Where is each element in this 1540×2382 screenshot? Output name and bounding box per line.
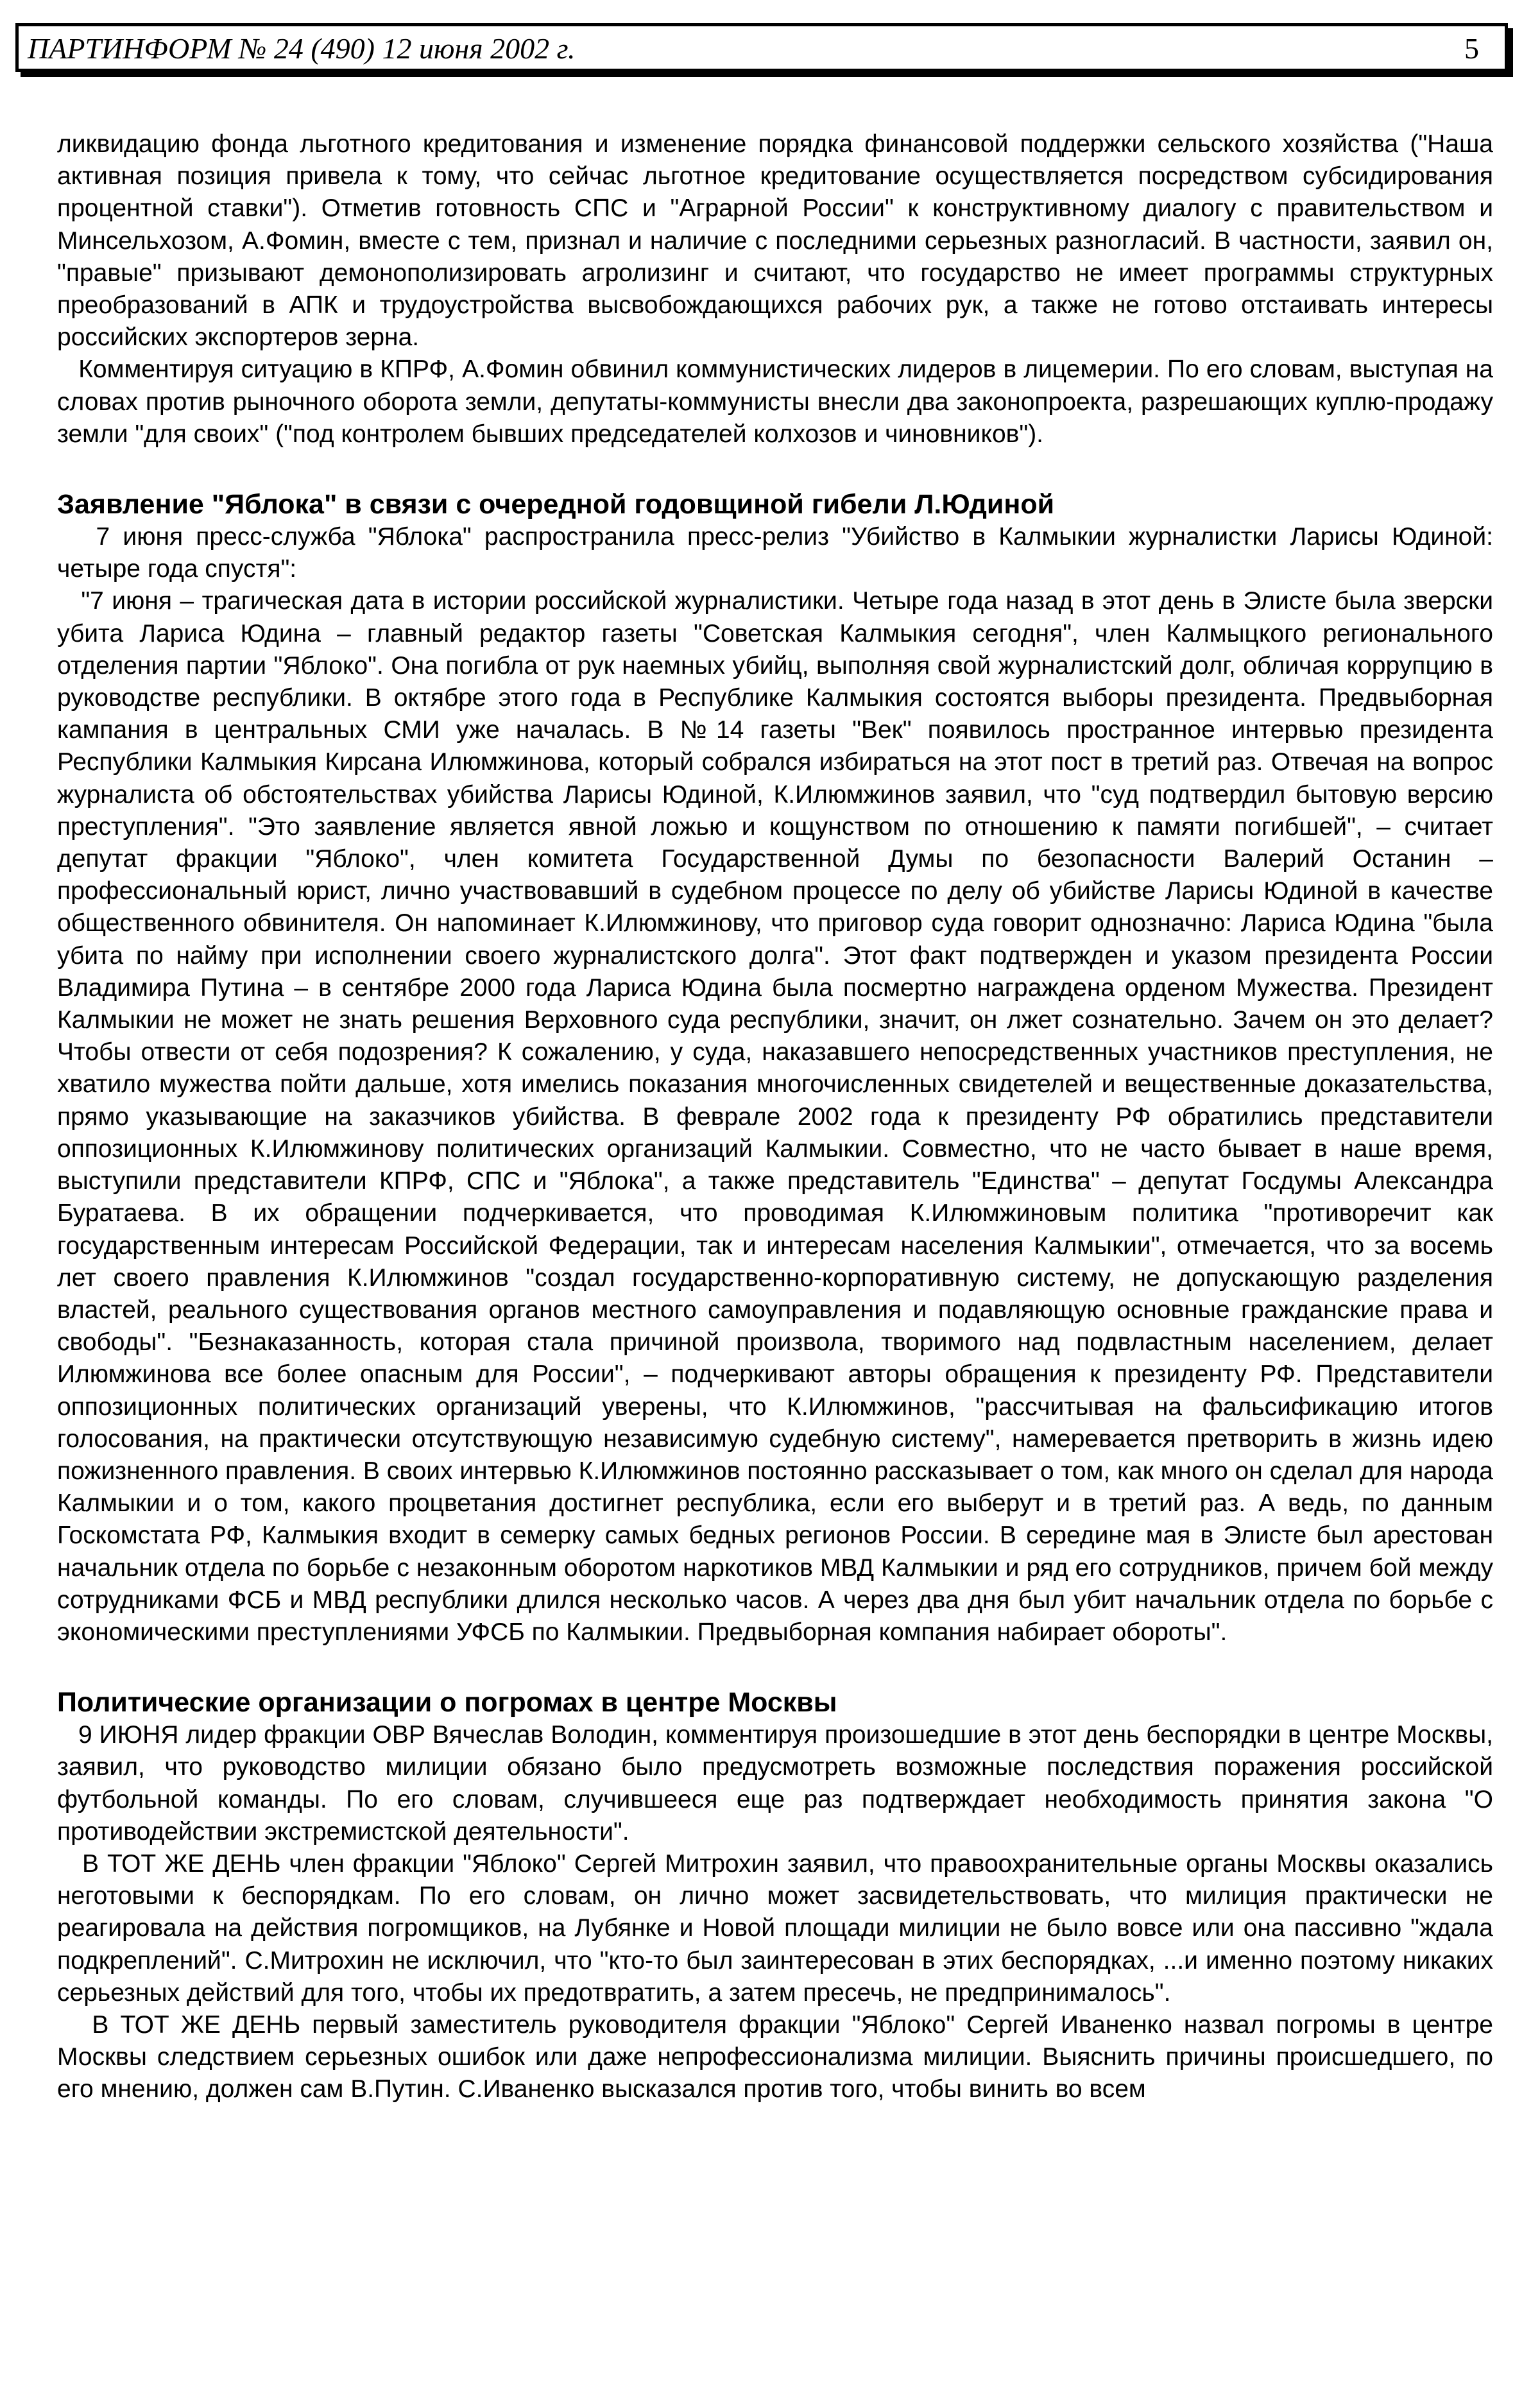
section-heading: Политические организации о погромах в центре Москвы [57, 1687, 837, 1718]
page-header [15, 23, 1508, 72]
paragraph: Комментируя ситуацию в КПРФ, А.Фомин обвинил коммунистических лидеров в лицемерии. По его словам, выступая на словах против рыночного оборота земли, депутаты-коммунисты внесли два законопроекта, разрешающих куплю-продажу земли "для своих" ("под контролем бывших председателей колхозов и чиновников"). [57, 356, 1500, 448]
paragraph: "7 июня – трагическая дата в истории российской журналистики. Четыре года назад в этот день в Элисте была зверски убита Лариса Юдина – главный редактор газеты "Советская Калмыкия сегодня", член Калмыцкого регионального отделения партии "Яблоко". Она погибла от рук наемных убийц, выполняя свой журналистский долг, обличая коррупцию в руководстве республики. В октябре этого года в Республике Калмыкия состоятся выборы президента. Предвыборная кампания в центральных СМИ уже началась. В №14 газеты "Век" появилось пространное интервью президента Республики Калмыкия Кирсана Илюмжинова, который собрался избираться на этот пост в третий раз. Отвечая на вопрос журналиста об обстоятельствах убийства Ларисы Юдиной, К.Илюмжинов заявил, что "суд подтвердил бытовую версию преступления". "Это заявление является явной ложью и кощунством по отношению к памяти погибшей", – считает депутат фракции "Яблоко", член комитета Государственной Думы по безопасности Валерий Останин – профессиональный юрист, лично участвовавший в судебном процессе по делу об убийстве Ларисы Юдиной в качестве общественного обвинителя. Он напоминает К.Илюмжинову, что приговор суда говорит однозначно: Лариса Юдина "была убита по найму при исполнении своего журналистского долга". Этот факт подтвержден и указом президента России Владимира Путина – в сентябре 2000 года Лариса Юдина была посмертно награждена орденом Мужества. Президент Калмыкии не может не знать решения Верховного суда республики, значит, он лжет сознательно. Зачем он это делает? Чтобы отвести от себя подозрения? К сожалению, у суда, наказавшего непосредственных участников преступления, не хватило мужества пойти дальше, хотя имелись показания многочисленных свидетелей и вещественные доказательства, прямо указывающие на заказчиков убийства. В феврале 2002 года к президенту РФ обратились представители оппозиционных К.Илюмжинову политических организаций Калмыкии. Совместно, что не часто бывает в наше время, выступили представители КПРФ, СПС и "Яблока", а также представитель "Единства" – депутат Госдумы Александра Буратаева. В их обращении подчеркивается, что проводимая К.Илюмжиновым политика "противоречит как государственным интересам Российской Федерации, так и интересам населения Калмыкии", отмечается, что за восемь лет своего правления К.Илюмжинов "создал государственно-корпоративную систему, не допускающую разделения властей, реального существования органов местного самоуправления и подавляющую основные гражданские права и свободы". "Безнаказанность, которая стала причиной произвола, творимого над подвластным населением, делает Илюмжинова все более опасным для России", – подчеркивают авторы обращения к президенту РФ. Представители оппозиционных политических организаций уверены, что К.Илюмжинов, "рассчитывая на фальсификацию итогов голосования, на практически отсутствующую независимую судебную систему", намеревается претворить в жизнь идею пожизненного правления. В своих интервью К.Илюмжинов постоянно рассказывает о том, как много он сделал для народа Калмыкии и о том, какого процветания достигнет республика, если его выберут и в третий раз. А ведь, по данным Госкомстата РФ, Калмыкия входит в семерку самых бедных регионов России. В середине мая в Элисте был арестован начальник отдела по борьбе с незаконным оборотом наркотиков МВД Калмыкии и ряд его сотрудников, причем бой между сотрудниками ФСБ и МВД республики длился несколько часов. А через два дня был убит начальник отдела по борьбе с экономическими преступлениями УФСБ по Калмыкии. Предвыборная компания набирает обороты". [57, 587, 1500, 1646]
page-number: 5 [1464, 32, 1479, 65]
paragraph: 7 июня пресс-служба "Яблока" распространила пресс-релиз "Убийство в Калмыкии журналистки Ларисы Юдиной: четыре года спустя": [57, 523, 1500, 583]
article-body [57, 128, 1500, 2106]
publication-title: ПАРТИНФОРМ № 24 (490) 12 июня 2002 г. [28, 32, 576, 65]
paragraph: В ТОТ ЖЕ ДЕНЬ член фракции "Яблоко" Сергей Митрохин заявил, что правоохранительные органы Москвы оказались неготовыми к беспорядкам. По его словам, он лично может засвидетельствовать, что милиция практически не реагировала на действия погромщиков, на Лубянке и Новой площади милиции не было вовсе или она пассивно "ждала подкреплений". С.Митрохин не исключил, что "кто-то был заинтересован в этих беспорядках, ...и именно поэтому никаких серьезных действий для того, чтобы их предотвратить, а затем пресечь, не предпринималось". [57, 1849, 1500, 2007]
paragraph: В ТОТ ЖЕ ДЕНЬ первый заместитель руководителя фракции "Яблоко" Сергей Иваненко назвал погромы в центре Москвы следствием серьезных ошибок или даже непрофессионализма милиции. Выяснить причины происшедшего, по его мнению, должен сам В.Путин. С.Иваненко высказался против того, чтобы винить во всем [57, 2010, 1500, 2104]
paragraph: ликвидацию фонда льготного кредитования и изменение порядка финансовой поддержки сельского хозяйства ("Наша активная позиция привела к тому, что сейчас льготное кредитование осуществляется посредством субсидирования процентной ставки"). Отметив готовность СПС и "Аграрной России" к конструктивному диалогу с правительством и Минсельхозом, А.Фомин, вместе с тем, признал и наличие с последними серьезных разногласий. В частности, заявил он, "правые" призывают демонополизировать агролизинг и считают, что государство не имеет программы структурных преобразований в АПК и трудоустройства высвобождающихся рабочих рук, а также не готово отстаивать интересы российских экспортеров зерна. [57, 130, 1500, 352]
section-heading: Заявление "Яблока" в связи с очередной годовщиной гибели Л.Юдиной [57, 489, 1055, 520]
paragraph: 9 ИЮНЯ лидер фракции ОВР Вячеслав Володин, комментируя произошедшие в этот день беспорядки в центре Москвы, заявил, что руководство милиции обязано было предусмотреть возможные последствия поражения российской футбольной команды. По его словам, случившееся еще раз подтверждает необходимость принятия закона "О противодействии экстремистской деятельности". [57, 1721, 1500, 1846]
